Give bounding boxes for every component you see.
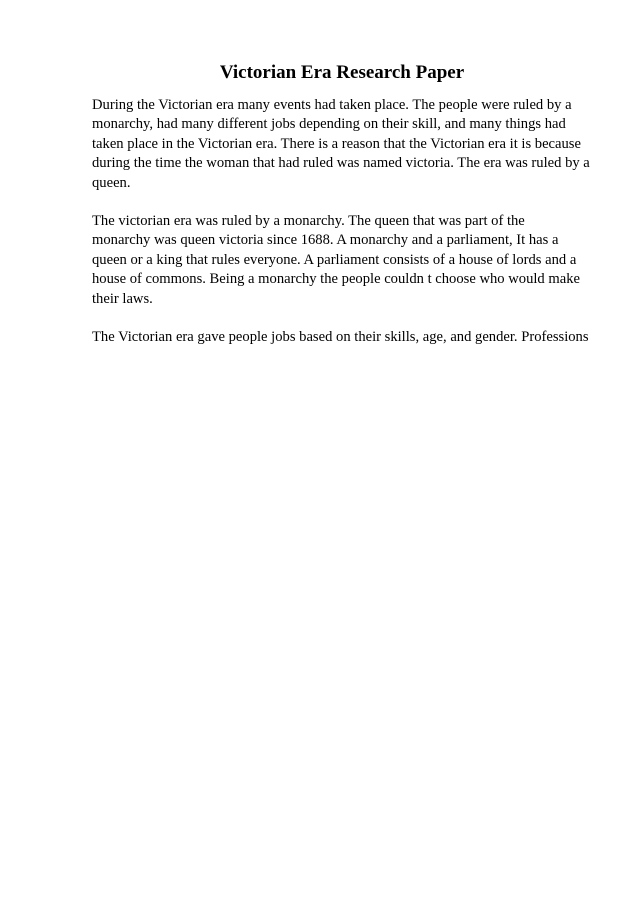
- paragraph-line: house of commons. Being a monarchy the people couldn t choose who would make: [92, 271, 580, 288]
- paragraph-line: monarchy, had many different jobs depending on their skill, and many things had: [92, 116, 566, 133]
- paragraph-line: queen or a king that rules everyone. A parliament consists of a house of lords and a: [92, 251, 577, 268]
- paragraph-3: [92, 328, 592, 347]
- paragraph-line: monarchy was queen victoria since 1688. A monarchy and a parliament, It has a: [92, 232, 559, 249]
- paragraph-line: their laws.: [92, 290, 153, 307]
- paragraph-2: [92, 212, 592, 309]
- paragraph-line: during the time the woman that had ruled was named victoria. The era was ruled by a: [92, 155, 590, 172]
- document-body: [92, 96, 592, 366]
- paragraph-line: The Victorian era gave people jobs based on their skills, age, and gender. Professions: [92, 328, 589, 345]
- paragraph-line: queen.: [92, 174, 131, 191]
- paragraph-line: During the Victorian era many events had taken place. The people were ruled by a: [92, 97, 572, 113]
- paragraph-1: [92, 96, 592, 193]
- paragraph-line: taken place in the Victorian era. There is a reason that the Victorian era it is because: [92, 135, 581, 152]
- document-title: Victorian Era Research Paper: [219, 62, 465, 83]
- paragraph-line: The victorian era was ruled by a monarchy. The queen that was part of the: [92, 212, 525, 229]
